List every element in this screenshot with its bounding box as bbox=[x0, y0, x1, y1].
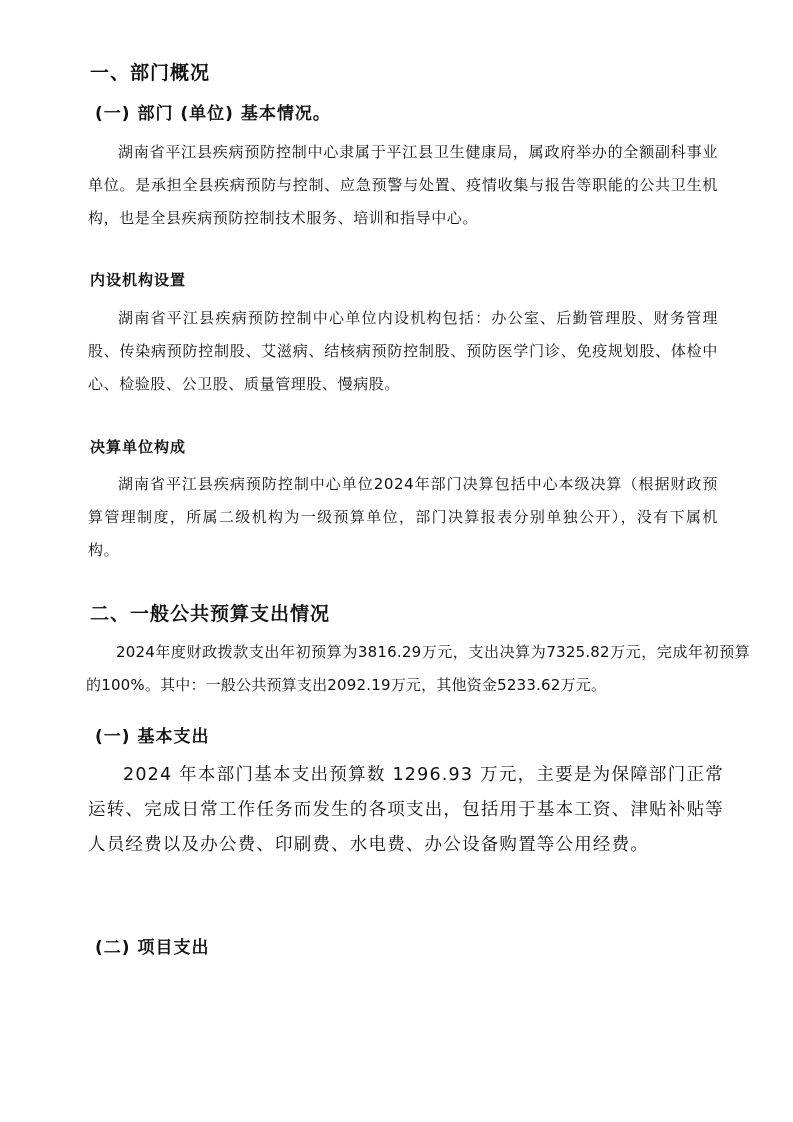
section-heading-public-budget: 二、一般公共预算支出情况 bbox=[90, 603, 331, 625]
paragraph-unit-composition: 湖南省平江县疾病预防控制中心单位2024年部门决算包括中心本级决算（根据财政预算管理制度，所属二级机构为一级预算单位，部门决算报表分别单独公开），没有下属机构。 bbox=[88, 475, 718, 559]
subheading-internal-structure: 内设机构设置 bbox=[90, 271, 187, 289]
subheading-unit-composition: 决算单位构成 bbox=[90, 438, 187, 456]
subheading-basic-expenditure: (一) 基本支出 bbox=[95, 727, 210, 747]
paragraph-internal-structure: 湖南省平江县疾病预防控制中心单位内设机构包括：办公室、后勤管理股、财务管理股、传染病预防控制股、艾滋病、结核病预防控制股、预防医学门诊、免疫规划股、体检中心、检验股、公卫股、质量管理股、慢病股。 bbox=[88, 309, 718, 393]
section-heading-overview: 一、部门概况 bbox=[90, 62, 211, 84]
paragraph-basic-expenditure: 2024 年本部门基本支出预算数 1296.93 万元，主要是为保障部门正常运转、完成日常工作任务而发生的各项支出，包括用于基本工资、津贴补贴等人员经费以及办公费、印刷费、水电费、办公设备购置等公用经费。 bbox=[88, 765, 724, 855]
paragraph-basic-info: 湖南省平江县疾病预防控制中心隶属于平江县卫生健康局，属政府举办的全额副科事业单位。是承担全县疾病预防与控制、应急预警与处置、疫情收集与报告等职能的公共卫生机构，也是全县疾病预防控制技术服务、培训和指导中心。 bbox=[88, 143, 718, 227]
paragraph-budget-summary: 2024年度财政拨款支出年初预算为3816.29万元，支出决算为7325.82万元，完成年初预算的100%。其中：一般公共预算支出2092.19万元，其他资金5233.62万元。 bbox=[86, 643, 750, 694]
subheading-basic-info: (一) 部门 (单位) 基本情况。 bbox=[95, 104, 331, 124]
subheading-project-expenditure: (二) 项目支出 bbox=[95, 938, 210, 958]
